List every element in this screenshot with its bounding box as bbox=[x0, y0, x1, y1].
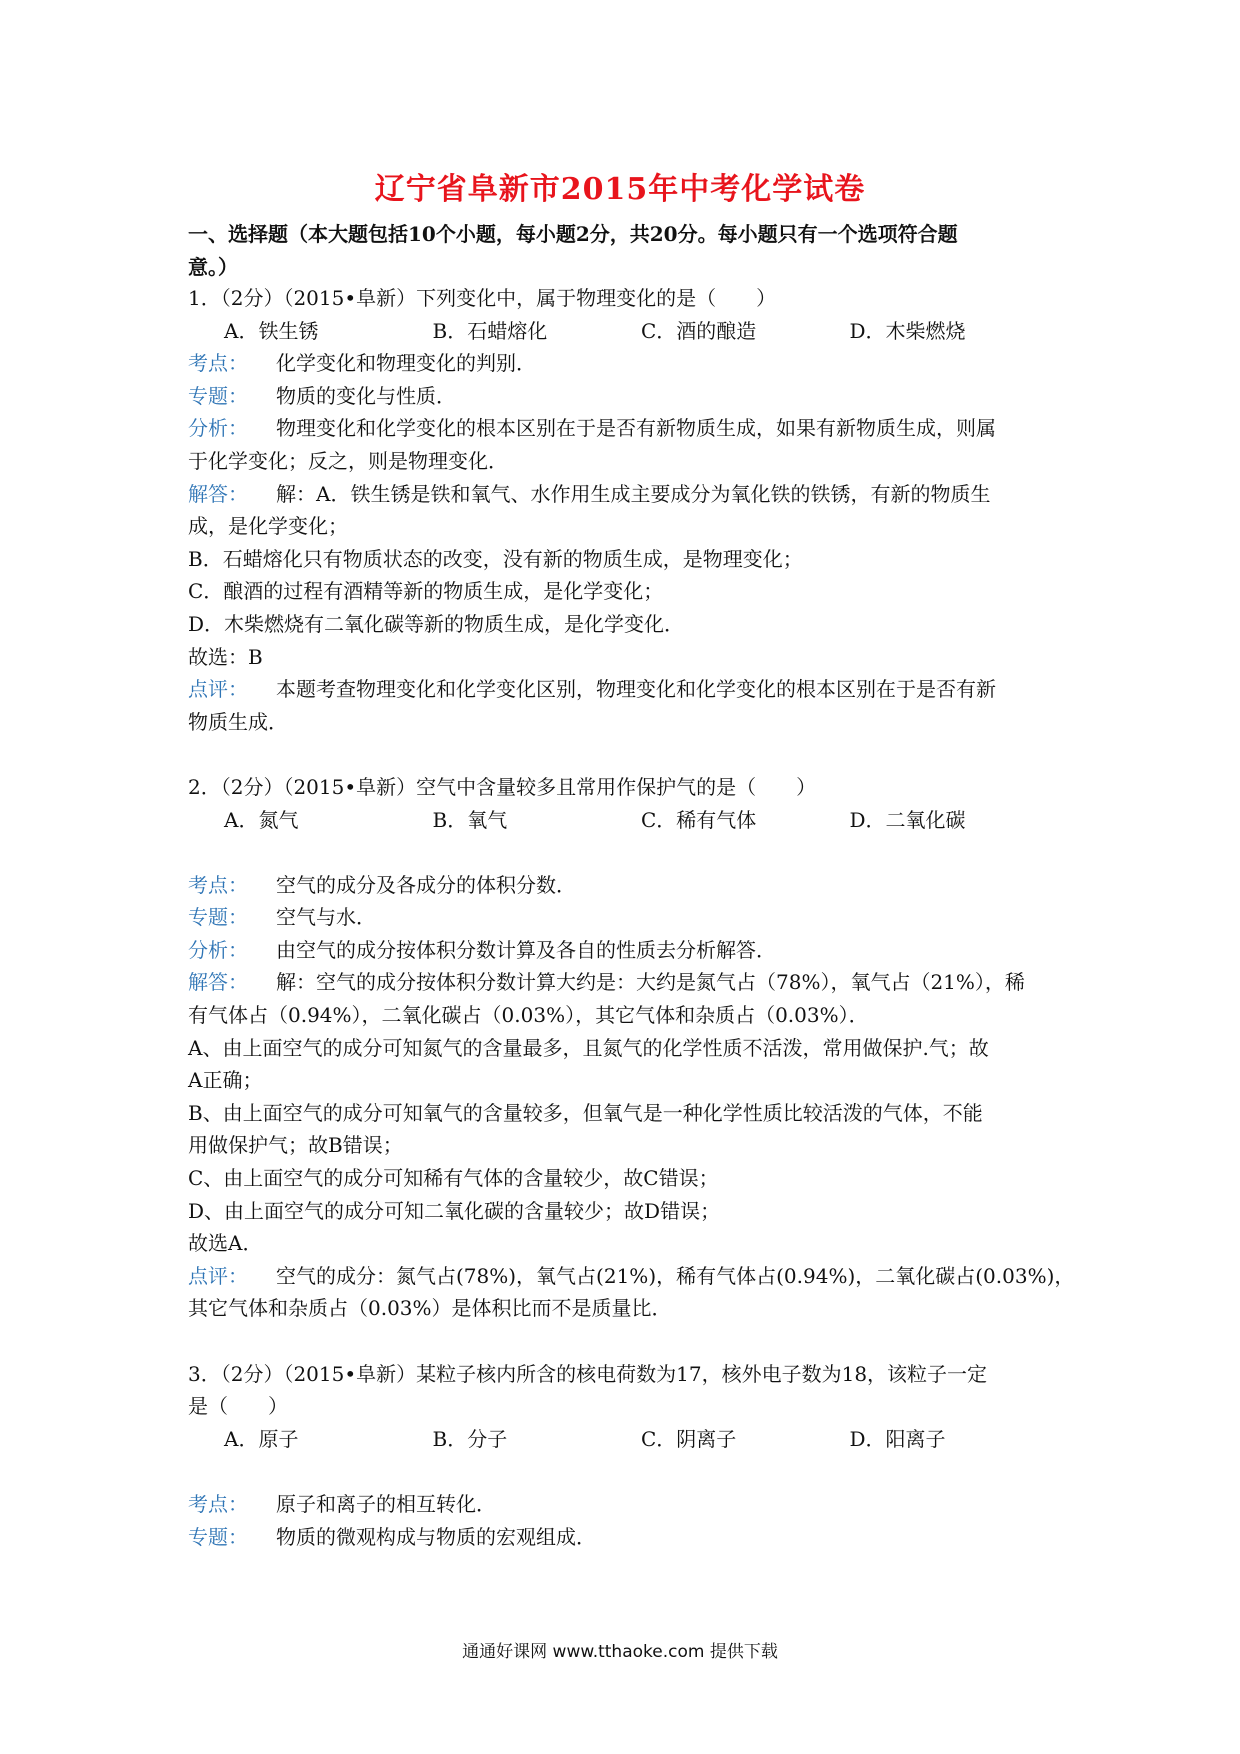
zhuanti-label: 专题： bbox=[188, 383, 248, 408]
question-1-options bbox=[188, 315, 1058, 348]
question-2-jieda bbox=[188, 966, 1058, 999]
question-1-option-d: D．木柴燃烧 bbox=[849, 318, 966, 343]
kaodian-text: 原子和离子的相互转化． bbox=[276, 1491, 496, 1516]
question-1-fenxi-cont: 于化学变化；反之，则是物理变化． bbox=[188, 448, 508, 473]
question-1-fenxi bbox=[188, 412, 1058, 445]
dianping-text: 本题考查物理变化和化学变化区别，物理变化和化学变化的根本区别在于是否有新 bbox=[276, 677, 996, 702]
question-2-option-a: A．氮气 bbox=[224, 807, 299, 832]
question-1-jieda-line: D．木柴燃烧有二氧化碳等新的物质生成，是化学变化． bbox=[188, 611, 685, 636]
question-2-jieda-line: 用做保护气；故B错误； bbox=[188, 1133, 403, 1158]
zhuanti-text: 物质的变化与性质． bbox=[276, 383, 456, 408]
kaodian-label: 考点： bbox=[188, 1491, 248, 1516]
question-1-kaodian bbox=[188, 347, 1058, 380]
question-2-jieda-line: B、由上面空气的成分可知氧气的含量较多，但氧气是一种化学性质比较活泼的气体，不能 bbox=[188, 1100, 983, 1125]
jieda-text: 解：空气的成分按体积分数计算大约是：大约是氮气占（78%），氧气占（21%），稀 bbox=[276, 970, 1025, 995]
kaodian-text: 化学变化和物理变化的判别． bbox=[276, 351, 536, 376]
question-1-jieda-line: C．酿酒的过程有酒精等新的物质生成，是化学变化； bbox=[188, 579, 664, 604]
question-1-option-a: A．铁生锈 bbox=[224, 318, 319, 343]
question-1-option-b: B．石蜡熔化 bbox=[432, 318, 548, 343]
questions-content bbox=[188, 282, 1075, 1553]
question-2-stem: 2．（2分）（2015•阜新）空气中含量较多且常用作保护气的是（ ） bbox=[188, 774, 817, 799]
question-2-option-b: B．氧气 bbox=[432, 807, 508, 832]
question-2-answer: 故选A． bbox=[188, 1231, 263, 1256]
fenxi-label: 分析： bbox=[188, 416, 248, 441]
question-2-jieda-line: A正确； bbox=[188, 1068, 263, 1093]
question-2-options bbox=[188, 804, 1058, 837]
question-3-kaodian bbox=[188, 1488, 1058, 1521]
question-2-kaodian bbox=[188, 869, 1058, 902]
question-3-stem-cont: 是（ ） bbox=[188, 1394, 288, 1419]
jieda-text: 解：A．铁生锈是铁和氧气、水作用生成主要成分为氧化铁的铁锈，有新的物质生 bbox=[276, 481, 991, 506]
zhuanti-text: 空气与水． bbox=[276, 905, 376, 930]
question-2-jieda-line: C、由上面空气的成分可知稀有气体的含量较少，故C错误； bbox=[188, 1166, 719, 1191]
question-3-option-a: A．原子 bbox=[224, 1426, 299, 1451]
spacer bbox=[188, 738, 1058, 771]
question-2-jieda-line: 有气体占（0.94%），二氧化碳占（0.03%），其它气体和杂质占（0.03%）． bbox=[188, 1003, 869, 1028]
fenxi-text: 由空气的成分按体积分数计算及各自的性质去分析解答． bbox=[276, 937, 776, 962]
jieda-label: 解答： bbox=[188, 970, 248, 995]
zhuanti-text: 物质的微观构成与物质的宏观组成． bbox=[276, 1524, 596, 1549]
section-header bbox=[188, 218, 1058, 284]
question-2-zhuanti bbox=[188, 901, 1058, 934]
fenxi-text: 物理变化和化学变化的根本区别在于是否有新物质生成，如果有新物质生成，则属 bbox=[276, 416, 996, 441]
spacer bbox=[188, 1325, 1058, 1358]
spacer bbox=[188, 836, 1058, 869]
question-1-dianping-cont: 物质生成． bbox=[188, 709, 288, 734]
question-2-jieda-line: A、由上面空气的成分可知氮气的含量最多，且氮气的化学性质不活泼，常用做保护.气；故 bbox=[188, 1035, 989, 1060]
question-1-dianping bbox=[188, 673, 1058, 706]
jieda-label: 解答： bbox=[188, 481, 248, 506]
document-title: 辽宁省阜新市2015年中考化学试卷 bbox=[374, 172, 866, 207]
section-header-line: 意。） bbox=[188, 255, 238, 279]
question-1-answer: 故选：B bbox=[188, 644, 263, 669]
question-3-option-b: B．分子 bbox=[432, 1426, 508, 1451]
question-1-stem: 1．（2分）（2015•阜新）下列变化中，属于物理变化的是（ ） bbox=[188, 286, 777, 310]
question-2-jieda-line: D、由上面空气的成分可知二氧化碳的含量较少；故D错误； bbox=[188, 1198, 721, 1223]
kaodian-text: 空气的成分及各成分的体积分数． bbox=[276, 872, 576, 897]
question-3-zhuanti bbox=[188, 1521, 1058, 1554]
question-3-options bbox=[188, 1423, 1058, 1456]
zhuanti-label: 专题： bbox=[188, 1524, 248, 1549]
section-header-line: 一、选择题（本大题包括10个小题，每小题2分，共20分。每小题只有一个选项符合题 bbox=[188, 222, 958, 246]
question-1-jieda-line: 成，是化学变化； bbox=[188, 514, 348, 539]
fenxi-label: 分析： bbox=[188, 937, 248, 962]
question-1-zhuanti bbox=[188, 380, 1058, 413]
dianping-label: 点评： bbox=[188, 1263, 248, 1288]
question-2-dianping-cont: 其它气体和杂质占（0.03%）是体积比而不是质量比． bbox=[188, 1296, 672, 1321]
question-1-option-c: C．酒的酿造 bbox=[641, 318, 757, 343]
question-2-fenxi bbox=[188, 934, 1058, 967]
question-1-jieda bbox=[188, 478, 1058, 511]
kaodian-label: 考点： bbox=[188, 872, 248, 897]
question-2-option-d: D．二氧化碳 bbox=[849, 807, 966, 832]
question-2-option-c: C．稀有气体 bbox=[641, 807, 757, 832]
question-3-option-c: C．阴离子 bbox=[641, 1426, 737, 1451]
question-3-stem: 3．（2分）（2015•阜新）某粒子核内所含的核电荷数为17，核外电子数为18，该粒子一定 bbox=[188, 1361, 988, 1386]
question-2-dianping bbox=[188, 1260, 1075, 1293]
question-3-option-d: D．阳离子 bbox=[849, 1426, 946, 1451]
zhuanti-label: 专题： bbox=[188, 905, 248, 930]
kaodian-label: 考点： bbox=[188, 351, 248, 376]
spacer bbox=[188, 1455, 1058, 1488]
question-1-jieda-line: B．石蜡熔化只有物质状态的改变，没有新的物质生成，是物理变化； bbox=[188, 546, 803, 571]
dianping-label: 点评： bbox=[188, 677, 248, 702]
footer-credit: 通通好课网 www.tthaoke.com 提供下载 bbox=[462, 1642, 778, 1662]
dianping-text: 空气的成分：氮气占(78%)，氧气占(21%)，稀有气体占(0.94%)，二氧化碳占(0.03%)， bbox=[276, 1263, 1075, 1288]
